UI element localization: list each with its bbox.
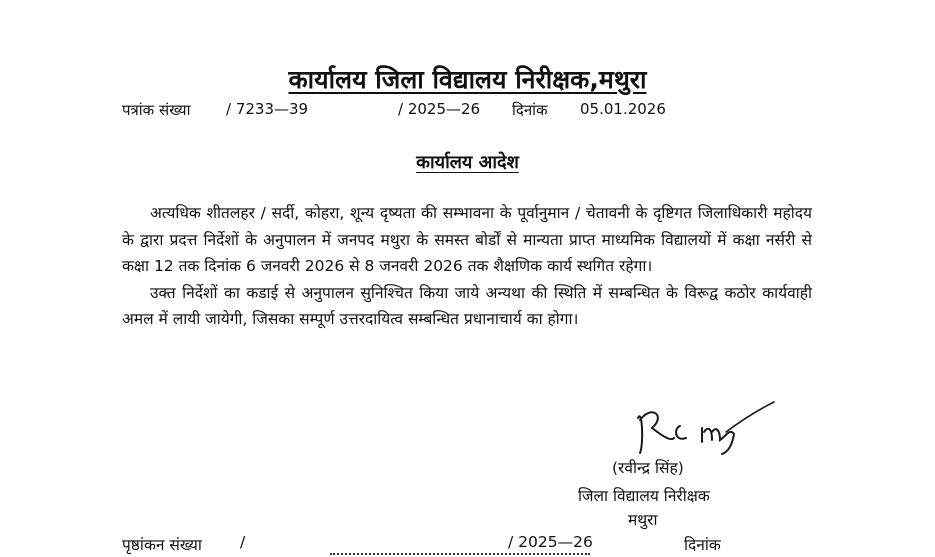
- order-paragraph-1: अत्यधिक शीतलहर / सर्दी, कोहरा, शून्य दृष्यता की सम्भावना के पूर्वानुमान / चेतावनी के दृष्टिगत जिलाधिकारी महोदय के द्वारा प्रदत्त निर्देशों के अनुपालन में जनपद मथुरा के समस्त बोर्डों से मान्यता प्राप्त माध्यमिक विद्यालयों में कक्षा नर्सरी से कक्षा 12 तक दिनांक 6 जनवरी 2026 से 8 जनवरी 2026 तक शैक्षणिक कार्य स्थगित रहेगा।: [122, 204, 812, 275]
- order-paragraph-2: उक्त निर्देशों का कडाई से अनुपालन सुनिश्चित किया जाये अन्यथा की स्थिति में सम्बन्धित के विरूद्व कठोर कार्यवाही अमल में लायी जायेगी, जिसका सम्पूर्ण उत्तरदायित्व सम्बन्धित प्रधानाचार्य का होगा।: [122, 283, 812, 328]
- endorsement-date-label: दिनांक: [684, 536, 721, 554]
- letter-date-label: दिनांक: [512, 101, 548, 119]
- letter-session: / 2025—26: [398, 100, 481, 118]
- letter-date-value: 05.01.2026: [580, 100, 666, 118]
- signatory-designation: जिला विद्यालय निरीक्षक: [578, 487, 710, 505]
- endorsement-slash: /: [240, 533, 246, 551]
- order-heading: कार्यालय आदेश: [416, 152, 519, 173]
- endorsement-label: पृष्ठांकन संख्या: [122, 536, 202, 554]
- signatory-place: मथुरा: [628, 511, 658, 529]
- order-body: [122, 200, 812, 333]
- letter-number-value: / 7233—39: [226, 100, 309, 118]
- office-title: कार्यालय जिला विद्यालय निरीक्षक,मथुरा: [288, 65, 647, 94]
- signatory-name: (रवीन्द्र सिंह): [612, 459, 684, 477]
- signature-mark: [630, 398, 780, 458]
- endorsement-session: / 2025—26: [508, 533, 593, 551]
- letter-number-label: पत्रांक संख्या: [122, 101, 191, 119]
- text-cut-off-line: [330, 553, 590, 557]
